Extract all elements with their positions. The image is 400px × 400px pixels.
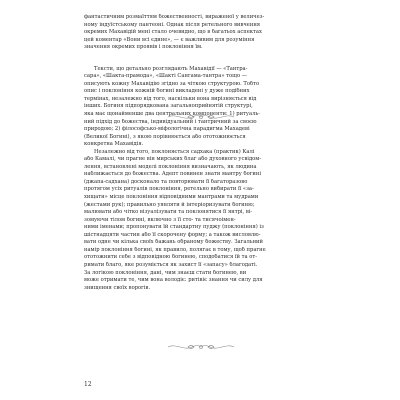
text-line: яка має щонайменше два центральних компоненти: 1) ритуаль- [84, 111, 260, 118]
text-line: може отримати те, чим вона володіє: ритівіє знання чи силу для [84, 277, 263, 284]
text-line: протягом усіх ритуалів поклоніння, ретельно вибирати її «за- [84, 186, 254, 193]
text-line: фантастичним розмаїттям божественності, вираженої у величез- [84, 14, 265, 20]
text-line: інших. Богиня підпорядкована загальноприйнятій структурі, [84, 103, 253, 110]
text-line: або Камалі, чи прагне він мирських благ або духовного усвідом- [84, 156, 262, 163]
text-line: малювати або чітко візуалізувати та поклонятися її янтрі, ві- [84, 209, 253, 216]
text-line: лення, встановлені моделі поклоніння визначають, як людина [84, 163, 257, 170]
text-line: намір поклоніння богині, як правило, полягає в тому, щоб прагне [84, 246, 266, 253]
text-line: природою; 2) філософсько-міфологічна парадигма Махадеві [84, 126, 250, 133]
text-line: ному індуїстському пантеоні. Однак після ретельного вивчення [84, 21, 261, 28]
paragraph-2 [84, 66, 320, 149]
body-text [84, 14, 320, 292]
text-line: хищати» місце поклоніння відповідними мантрами та мудрами [84, 194, 259, 201]
text-line: термінах, незалежно від того, наскільки вона вирізняється від [84, 95, 257, 102]
text-line: значення окремих проявів і поклоніння їм. [84, 44, 203, 51]
text-line: Тексти, що детально розглядають Махавідії — «Тантра- [94, 65, 248, 72]
text-line: За логікою поклоніння, дані, чим знаєш стати богинею, ви [84, 269, 247, 276]
text-line: цей коментар «Вони всі єдине», — є важливим для розуміння [84, 36, 255, 43]
text-line: знищення своїх ворогів. [84, 284, 151, 291]
text-line: римати благо, яке розуміється як захист її «запасу» благодаті. [84, 261, 258, 268]
floral-divider-ornament-icon [166, 112, 236, 122]
text-line: окремих Махавідій мені стало очевидно, що в багатьох аспектах [84, 29, 262, 36]
text-line: ний підхід до божества, індивідуальний і тантричний за своєю [84, 118, 257, 125]
text-line: описують кожну Махавідію згідно за чіткою структурою. Тобто [84, 80, 260, 87]
text-line: опис і поклоніння кожній богині викладені у дуже подібних [84, 88, 250, 95]
floral-divider-ornament-icon [166, 342, 236, 352]
text-line: шістнадцяти частин або її скорочену форму; а також висловлю- [84, 231, 261, 238]
text-line: конкретна Махавідія. [84, 141, 144, 148]
text-line: наближається до божества. Адепт повинен знати мантру богині [84, 171, 261, 178]
text-line: ототожнити себе з відповідною богинею, сподобатися їй та от- [84, 254, 258, 261]
paragraph-1 [84, 14, 320, 52]
text-line: вати одне чи кілька своїх бажань обраному божеству. Загальний [84, 239, 263, 246]
text-line: сара», «Шакта-прамода», «Шакті Сангама-тантра» тощо — [84, 73, 247, 80]
paragraph-3 [84, 149, 320, 292]
text-line: (Великої Богині), з якою порівнюється або ототожнюється [84, 133, 246, 140]
text-line: зомуючи тілом богині, включно з її сто- та тисячоімен- [84, 216, 236, 223]
text-line: (жестами рук); правильно уявляти й інтеріоризувати богиню; [84, 201, 255, 208]
text-line: Незалежно від того, поклоняється садхака (практик) Калі [94, 148, 255, 155]
ornament-spacer-top [84, 52, 320, 66]
text-line: (джапа-садхана) досконало та повторювати її багаторазово [84, 178, 248, 185]
page-number: 12 [84, 381, 92, 388]
text-line: ними іменами; пропонувати їй стандартну пуджу (поклоніння) із [84, 224, 264, 231]
